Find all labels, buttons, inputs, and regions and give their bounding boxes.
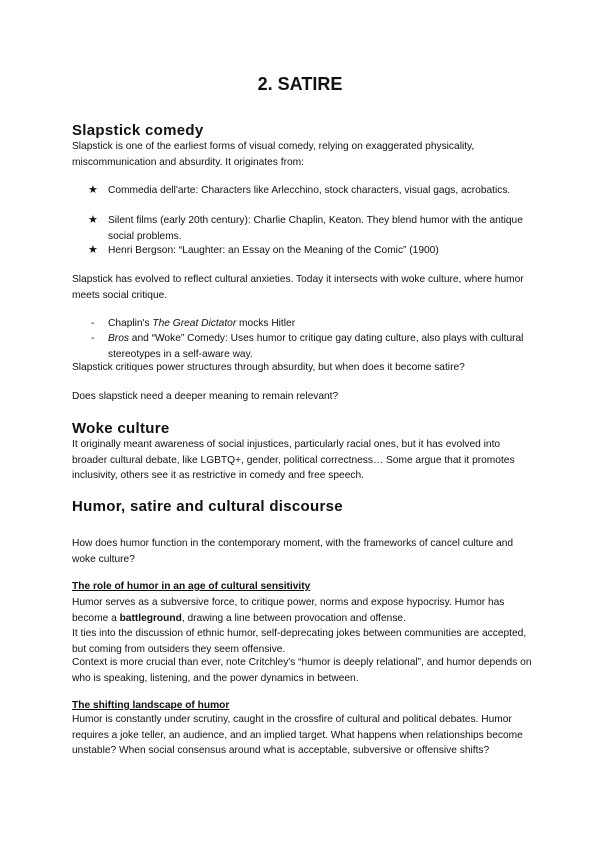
star-bullet-icon: ★ (88, 184, 98, 196)
page-title: 2. SATIRE (257, 74, 343, 94)
star-bullet-icon: ★ (88, 214, 98, 226)
role-paragraph-3: Context is more crucial than ever, note Critchley's “humor is deeply relational”, and humor depends on who is speaking, listening, and the power dynamics in between. (72, 657, 532, 684)
shift-text: Humor is constantly under scrutiny, caught in the crossfire of cultural and political debates. Humor requires a joke teller, an audience, and an implied target. What happens when relationships become unstable? When social consensus around what is acceptable, subversive or offensive shifts? (72, 714, 523, 756)
shift-subheading: The shifting landscape of humor (72, 700, 230, 711)
slapstick-question: Does slapstick need a deeper meaning to remain relevant? (72, 391, 339, 402)
bullet-commedia: Commedia dell'arte: Characters like Arlecchino, stock characters, visual gags, acrobatics. (108, 185, 511, 196)
dash-bullet-icon: - (91, 318, 95, 329)
humor-heading: Humor, satire and cultural discourse (72, 498, 343, 515)
woke-heading: Woke culture (72, 420, 170, 437)
role-paragraph-2: It ties into the discussion of ethnic humor, self-deprecating jokes between communities are accepted, but coming from outsiders they seem offensive. (72, 628, 527, 655)
star-bullet-icon: ★ (88, 244, 98, 256)
dash-item-chaplin: Chaplin's The Great Dictator mocks Hitler (108, 318, 296, 329)
bullet-bergson: Henri Bergson: “Laughter: an Essay on the Meaning of the Comic” (1900) (108, 245, 439, 256)
bullet-silent-films: Silent films (early 20th century): Charlie Chaplin, Keaton. They blend humor with the antique social problems. (108, 215, 523, 242)
woke-text: It originally meant awareness of social injustices, particularly racial ones, but it has evolved into broader cultural debate, like LGBTQ+, gender, political correctness… Some argue that it promotes inclusivity, others see it as restrictive in comedy and free speech. (72, 439, 515, 481)
dash-item-bros: Bros and “Woke” Comedy: Uses humor to critique gay dating culture, also plays with cultural stereotypes in a self-aware way. (108, 333, 524, 360)
slapstick-evolved: Slapstick has evolved to reflect cultural anxieties. Today it intersects with woke culture, where humor meets social critique. (72, 274, 524, 301)
role-subheading: The role of humor in an age of cultural sensitivity (72, 581, 311, 592)
dash-bullet-icon: - (91, 333, 95, 344)
role-paragraph-1: Humor serves as a subversive force, to critique power, norms and expose hypocrisy. Humor has become a battleground, drawing a line between provocation and offense. (72, 597, 505, 624)
slapstick-intro: Slapstick is one of the earliest forms of visual comedy, relying on exaggerated physicality, miscommunication and absurdity. It originates from: (72, 141, 475, 168)
humor-question: How does humor function in the contemporary moment, with the frameworks of cancel culture and woke culture? (72, 538, 514, 565)
slapstick-critique: Slapstick critiques power structures through absurdity, but when does it become satire? (72, 362, 465, 373)
slapstick-heading: Slapstick comedy (72, 122, 204, 139)
